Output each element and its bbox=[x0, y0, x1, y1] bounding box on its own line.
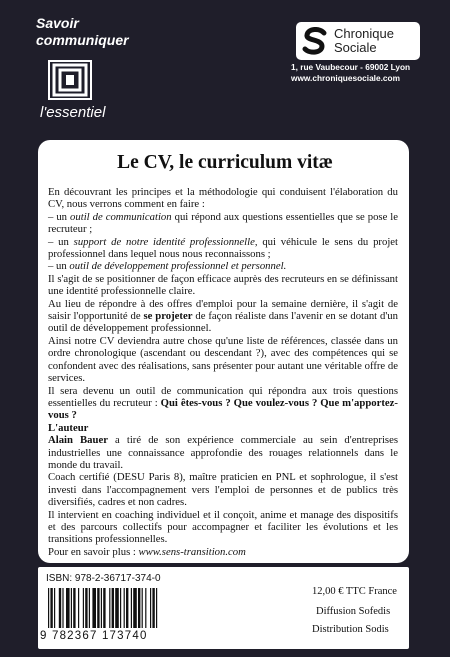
publisher-name-line1: Chronique bbox=[334, 26, 394, 41]
intro-paragraph: En découvrant les principes et la méthodologie qui conduisent l'élaboration du CV, nous verrons comment en faire : bbox=[48, 186, 398, 211]
publisher-street: 1, rue Vaubecour - 69002 Lyon bbox=[291, 62, 411, 72]
list-item bbox=[48, 211, 398, 236]
list-emphasis: outil de développement professionnel et personnel. bbox=[69, 260, 287, 273]
publisher-address bbox=[291, 62, 436, 84]
paragraph-text: de façon réaliste dans l'avenir en se dotant d'un outil de développement professionnel. bbox=[48, 310, 398, 335]
barcode-icon bbox=[46, 588, 196, 628]
publisher-name-line2: Sociale bbox=[334, 40, 377, 55]
paragraph-text: Il sera devenu un outil de communication qui répondra aux trois questions essentielles du recruteur : bbox=[48, 384, 398, 409]
series-subtitle: l'essentiel bbox=[40, 104, 106, 121]
author-heading bbox=[48, 422, 398, 434]
publisher-logo bbox=[296, 22, 420, 60]
list-emphasis: support de notre identité professionnelle bbox=[73, 235, 255, 248]
positioning-paragraph: Il s'agit de se positionner de façon efficace auprès des recruteurs en se définissant une identité professionnelle claire. bbox=[48, 272, 398, 298]
more-info-label: Pour en savoir plus : bbox=[48, 545, 139, 558]
list-dash: – un bbox=[48, 260, 70, 273]
publisher-name bbox=[334, 27, 394, 55]
paragraph-text: Au lieu de répondre à des offres d'emploi pour la semaine dernière, il s'agit de saisir l'opportunité de bbox=[48, 297, 398, 323]
questions-paragraph bbox=[48, 385, 398, 422]
list-text: qui répond aux questions essentielles que se pose le recruteur ; bbox=[48, 210, 399, 236]
list-dash: – un bbox=[48, 235, 74, 248]
series-title bbox=[36, 15, 129, 49]
price: 12,00 € TTC France bbox=[312, 586, 397, 597]
author-name: Alain Bauer bbox=[48, 434, 108, 447]
diffusion: Diffusion Sofedis bbox=[316, 606, 391, 617]
publisher-emblem-icon bbox=[302, 27, 328, 55]
distribution: Distribution Sodis bbox=[312, 624, 389, 635]
key-questions: Qui êtes-vous ? Que voulez-vous ? Que m'apportez-vous ? bbox=[48, 396, 398, 422]
list-item bbox=[48, 260, 398, 272]
author-paragraph bbox=[48, 434, 398, 471]
paragraph-bold: se projeter bbox=[143, 310, 193, 323]
list-dash: – un bbox=[48, 210, 71, 223]
list-emphasis: outil de communication bbox=[70, 210, 172, 223]
projection-paragraph bbox=[48, 298, 398, 335]
author-website-link[interactable]: www.sens-transition.com bbox=[138, 545, 246, 558]
list-item bbox=[48, 236, 398, 261]
author-heading-text: L'auteur bbox=[48, 421, 89, 434]
series-title-line2: communiquer bbox=[36, 32, 129, 48]
barcode-digits: 9 782367 173740 bbox=[40, 630, 148, 642]
author-credentials: Coach certifié (DESU Paris 8), maître praticien en PNL et sophrologue, il s'est investi dans l'accompagnement vers l'emploi de personnes et de publics très diversifiés, cadres et non cadres. bbox=[48, 471, 398, 509]
book-title: Le CV, le curriculum vitæ bbox=[117, 152, 333, 173]
cv-paragraph: Ainsi notre CV deviendra autre chose qu'une liste de références, classée dans un ordre chronologique (ascendant ou descendant ?), avec des compétences qui se confondent avec des réalisations, sans présenter pour autant une véritable offre de services. bbox=[48, 334, 398, 385]
publisher-website: www.chroniquesociale.com bbox=[291, 73, 400, 83]
series-logo-icon bbox=[48, 60, 92, 100]
more-info bbox=[48, 546, 398, 558]
paragraph-text: a tiré de son expérience commerciale au sein d'entreprises industrielles une connaissance approfondie des rouages relationnels dans le monde du travail. bbox=[48, 434, 398, 471]
isbn: ISBN: 978-2-36717-374-0 bbox=[46, 573, 161, 584]
series-title-line1: Savoir bbox=[36, 15, 79, 31]
back-cover-text bbox=[48, 186, 398, 558]
author-activities: Il intervient en coaching individuel et il conçoit, anime et manage des dispositifs et des parcours collectifs pour accompagner et faciliter les évolutions et les transitions professionnelles. bbox=[48, 508, 398, 546]
list-text: , qui véhicule le sens du projet professionnel dans lequel nous nous reconnaissons ; bbox=[48, 235, 399, 261]
